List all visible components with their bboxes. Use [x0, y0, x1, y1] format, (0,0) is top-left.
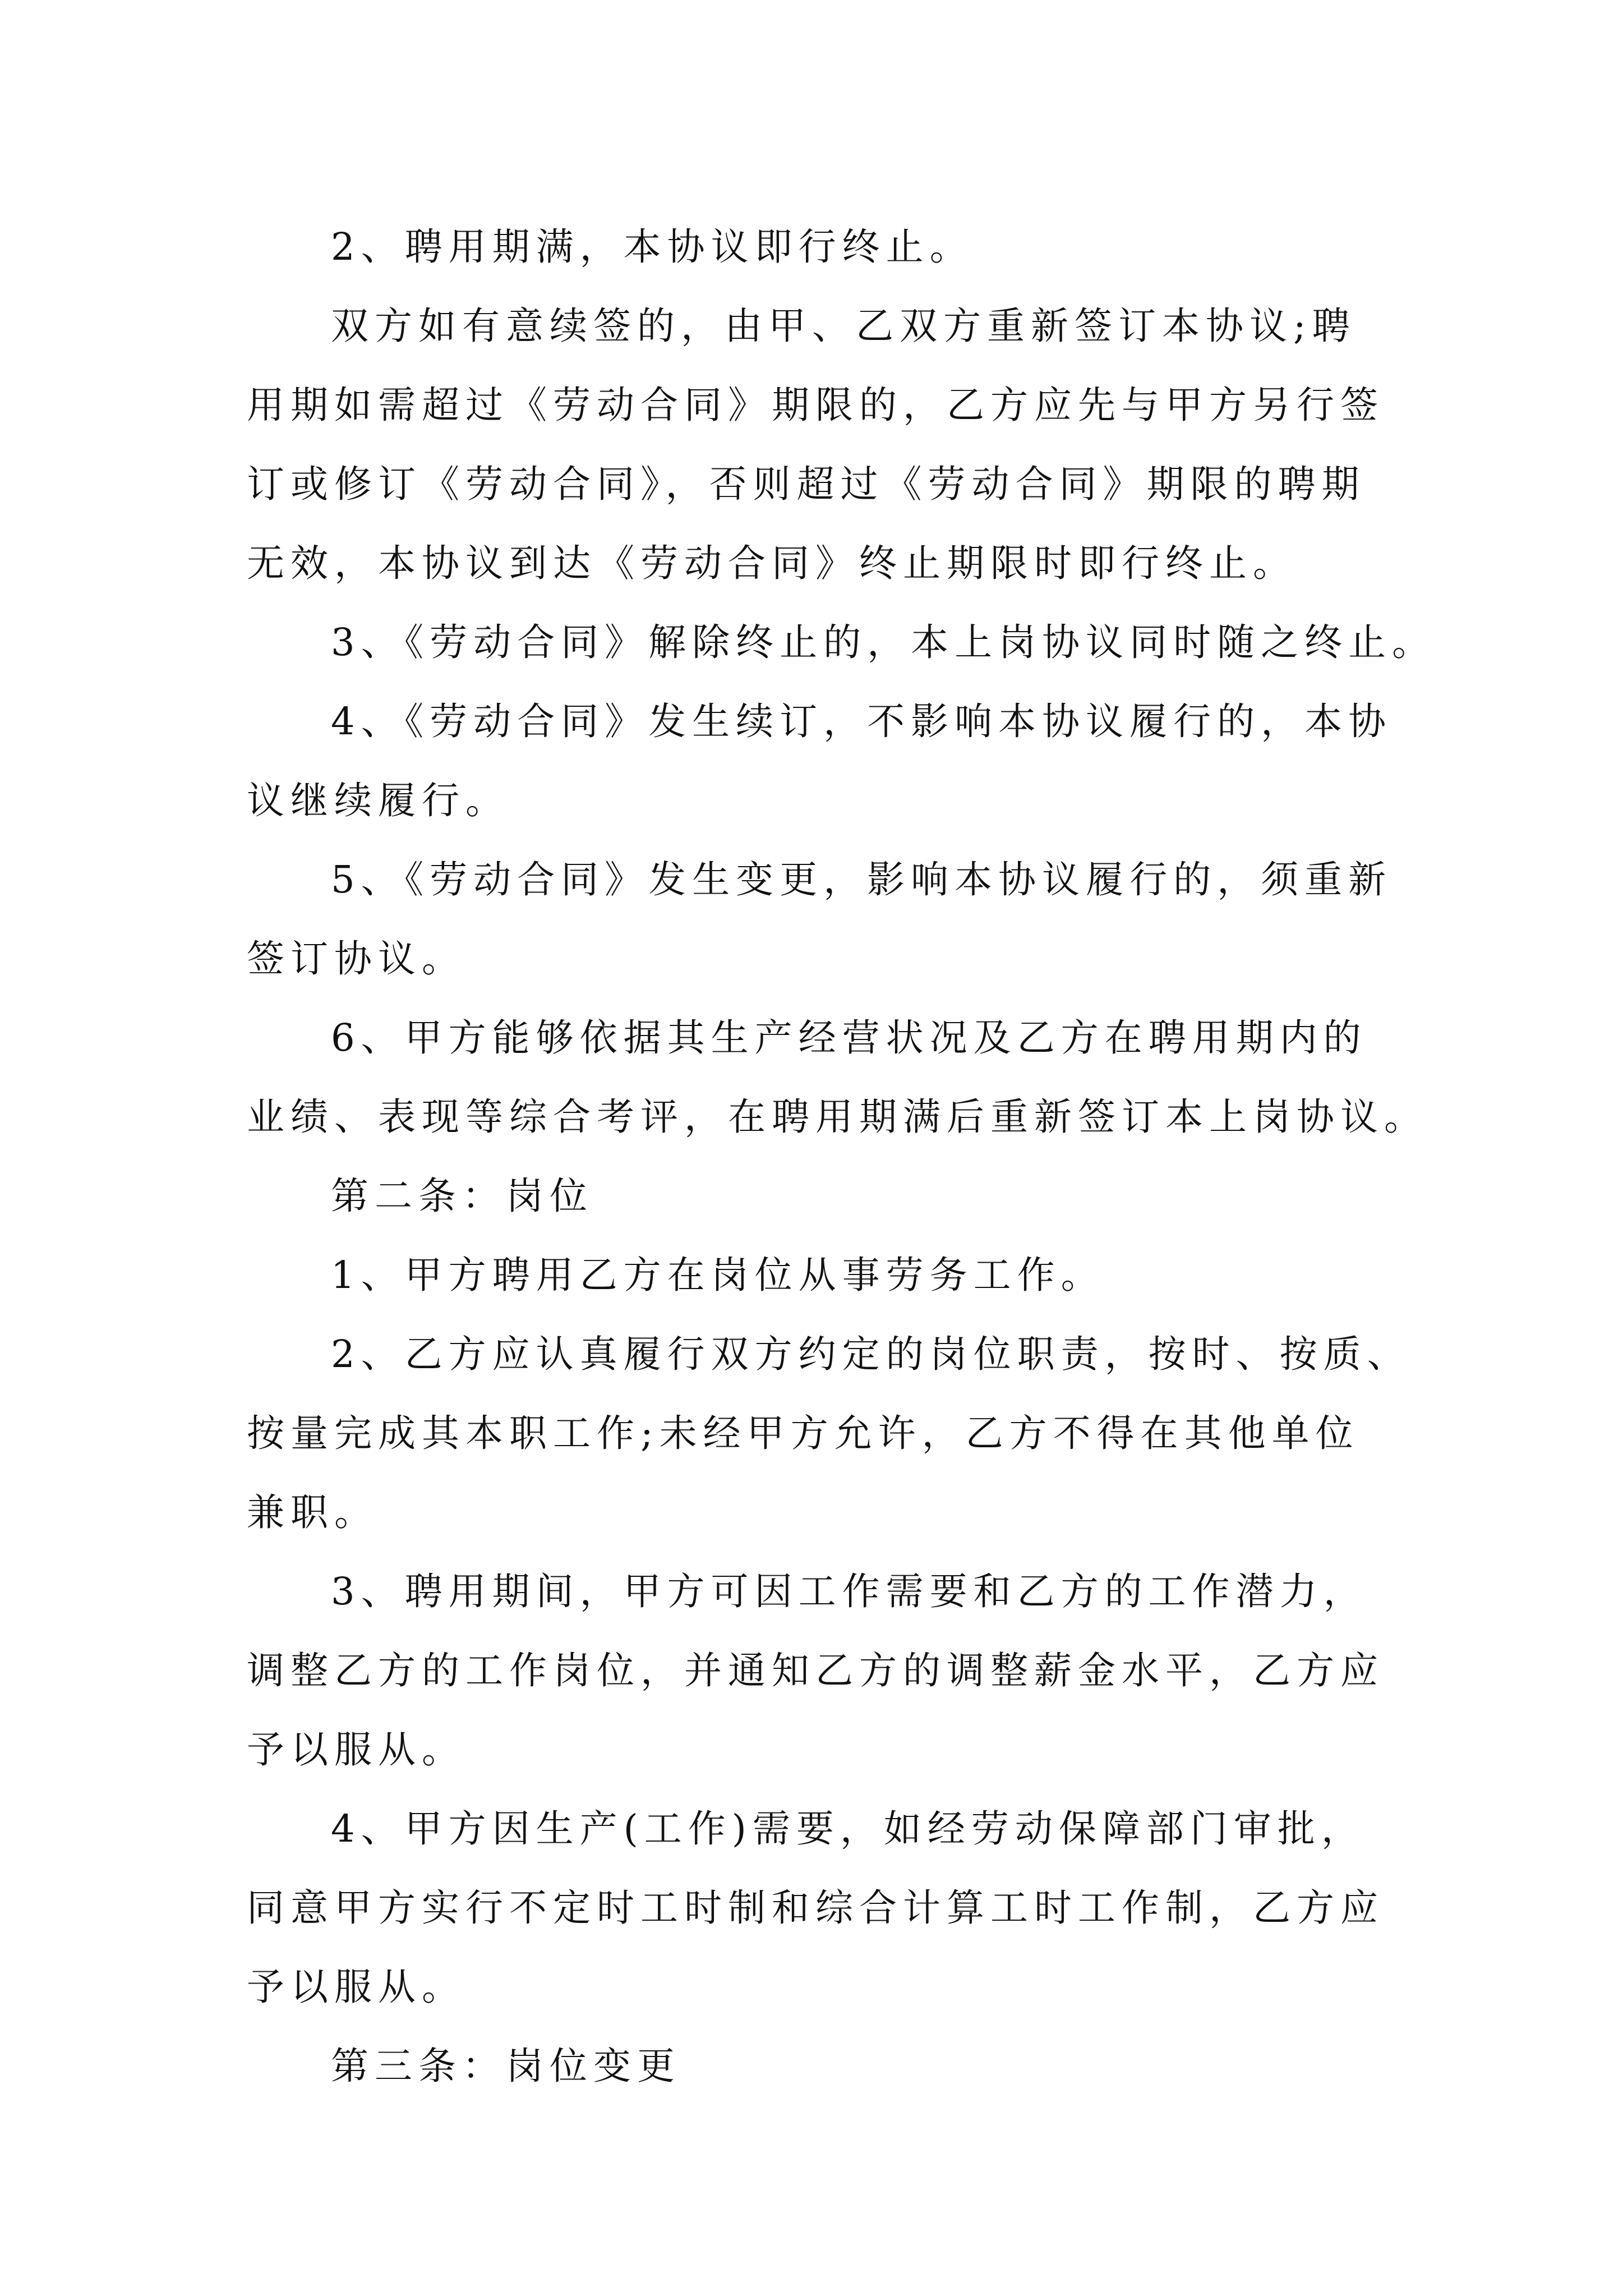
text-line: 业绩、表现等综合考评，在聘用期满后重新签订本上岗协议。 — [247, 1095, 1428, 1139]
paragraph-contract-termination — [247, 603, 1436, 682]
text-line: 同意甲方实行不定时工时制和综合计算工时工作制，乙方应 — [247, 1886, 1384, 1930]
section-heading-article-3 — [247, 2027, 1374, 2106]
text-line: 4、《劳动合同》发生续订，不影响本协议履行的，本协 — [331, 700, 1393, 743]
text-line: 按量完成其本职工作;未经甲方允许，乙方不得在其他单位 — [247, 1411, 1359, 1455]
text-line: 5、《劳动合同》发生变更，影响本协议履行的，须重新 — [331, 858, 1393, 901]
document-body — [247, 208, 1436, 2106]
text-line: 订或修订《劳动合同》，否则超过《劳动合同》期限的聘期 — [247, 462, 1366, 506]
text-line: 予以服从。 — [247, 1728, 465, 1772]
text-line: 予以服从。 — [247, 1965, 465, 2009]
paragraph-contract-change — [247, 840, 1393, 999]
text-line: 双方如有意续签的，由甲、乙双方重新签订本协议;聘 — [331, 304, 1356, 348]
heading-text: 第三条：岗位变更 — [331, 2044, 681, 2088]
paragraph-contract-renewal — [247, 682, 1393, 840]
text-line: 2、乙方应认真履行双方约定的岗位职责，按时、按质、 — [331, 1332, 1411, 1376]
paragraph-term-expiry — [247, 208, 1374, 287]
paragraph-working-hours — [247, 1789, 1384, 2027]
paragraph-duties — [247, 1315, 1411, 1552]
text-line: 4、甲方因生产(工作)需要，如经劳动保障部门审批， — [331, 1807, 1365, 1851]
text-line: 议继续履行。 — [247, 779, 509, 822]
text-line: 用期如需超过《劳动合同》期限的，乙方应先与甲方另行签 — [247, 383, 1384, 427]
text-line: 6、甲方能够依据其生产经营状况及乙方在聘用期内的 — [331, 1016, 1367, 1060]
text-line: 3、聘用期间，甲方可因工作需要和乙方的工作潜力， — [331, 1570, 1367, 1613]
paragraph-position-adjustment — [247, 1552, 1384, 1789]
text-line: 1、甲方聘用乙方在岗位从事劳务工作。 — [331, 1253, 1105, 1297]
text-line: 2、聘用期满，本协议即行终止。 — [331, 225, 974, 269]
heading-text: 第二条：岗位 — [331, 1174, 593, 1218]
text-line: 3、《劳动合同》解除终止的，本上岗协议同时随之终止。 — [331, 620, 1436, 664]
text-line: 签订协议。 — [247, 937, 465, 981]
paragraph-position-assignment — [247, 1236, 1374, 1315]
paragraph-renewal — [247, 287, 1384, 603]
text-line: 调整乙方的工作岗位，并通知乙方的调整薪金水平，乙方应 — [247, 1649, 1384, 1692]
text-line: 兼职。 — [247, 1490, 378, 1534]
paragraph-evaluation — [247, 999, 1428, 1157]
section-heading-article-2 — [247, 1157, 1374, 1236]
text-line: 无效，本协议到达《劳动合同》终止期限时即行终止。 — [247, 541, 1297, 585]
